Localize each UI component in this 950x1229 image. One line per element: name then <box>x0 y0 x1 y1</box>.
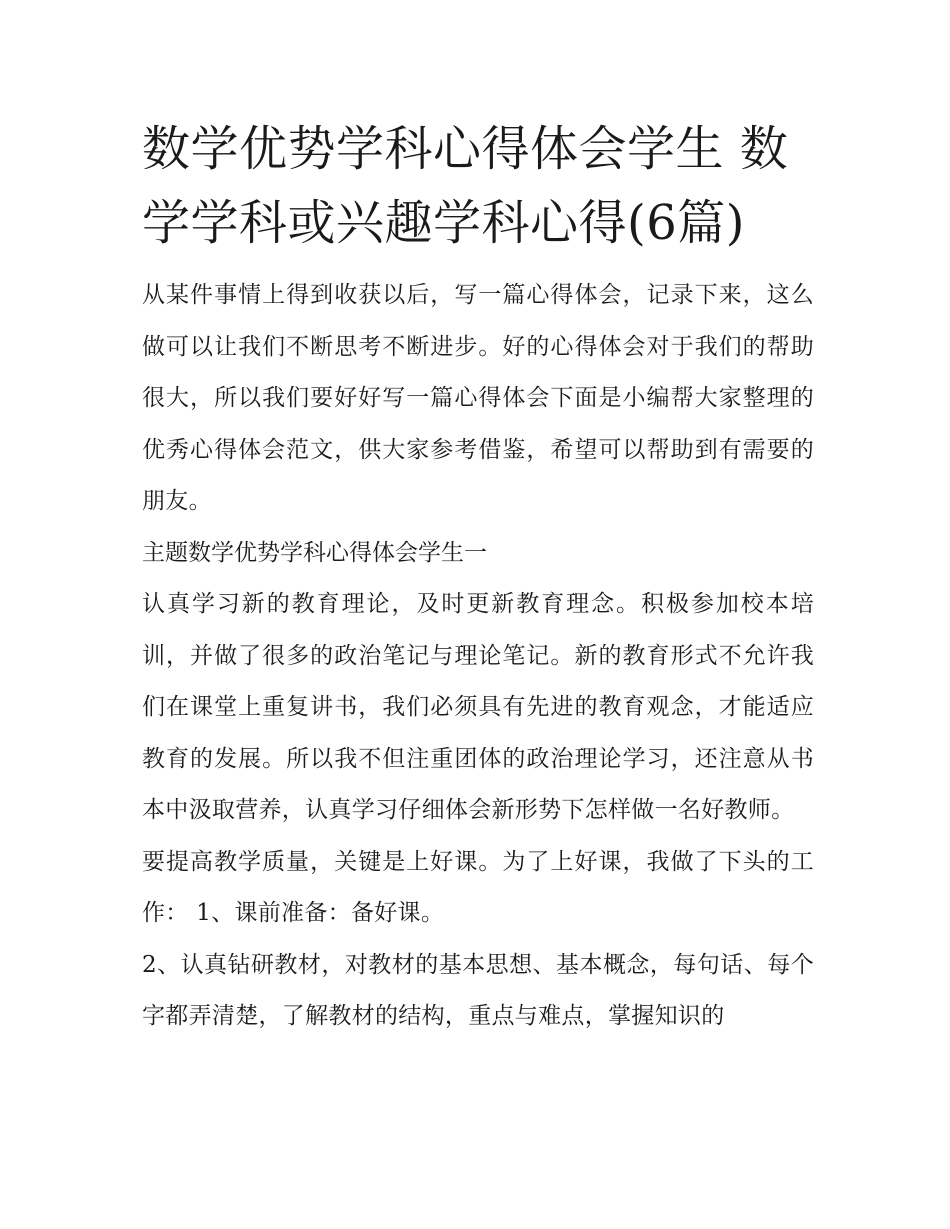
intro-paragraph: 从某件事情上得到收获以后，写一篇心得体会，记录下来，这么做可以让我们不断思考不断进步。好的心得体会对于我们的帮助很大，所以我们要好好写一篇心得体会下面是小编帮大家整理的优秀心得体会范文，供大家参考借鉴，希望可以帮助到有需要的朋友。 <box>142 282 814 514</box>
body-paragraph-1: 认真学习新的教育理论，及时更新教育理念。积极参加校本培训，并做了很多的政治笔记与理论笔记。新的教育形式不允许我们在课堂上重复讲书，我们必须具有先进的教育观念，才能适应教育的发展。所以我不但注重团体的政治理论学习，还注意从书本中汲取营养，认真学习仔细体会新形势下怎样做一名好教师。 <box>142 591 814 823</box>
document-title: 数学优势学科心得体会学生 数学学科或兴趣学科心得(6篇) <box>142 121 789 251</box>
document-page <box>142 112 814 1043</box>
body-paragraph-2: 要提高教学质量，关键是上好课。为了上好课，我做了下头的工作： 1、课前准备：备好课。 <box>142 848 814 926</box>
body-paragraph-3: 2、认真钻研教材，对教材的基本思想、基本概念，每句话、每个字都弄清楚，了解教材的结构，重点与难点，掌握知识的 <box>142 951 814 1029</box>
section-heading: 主题数学优势学科心得体会学生一 <box>142 539 487 566</box>
